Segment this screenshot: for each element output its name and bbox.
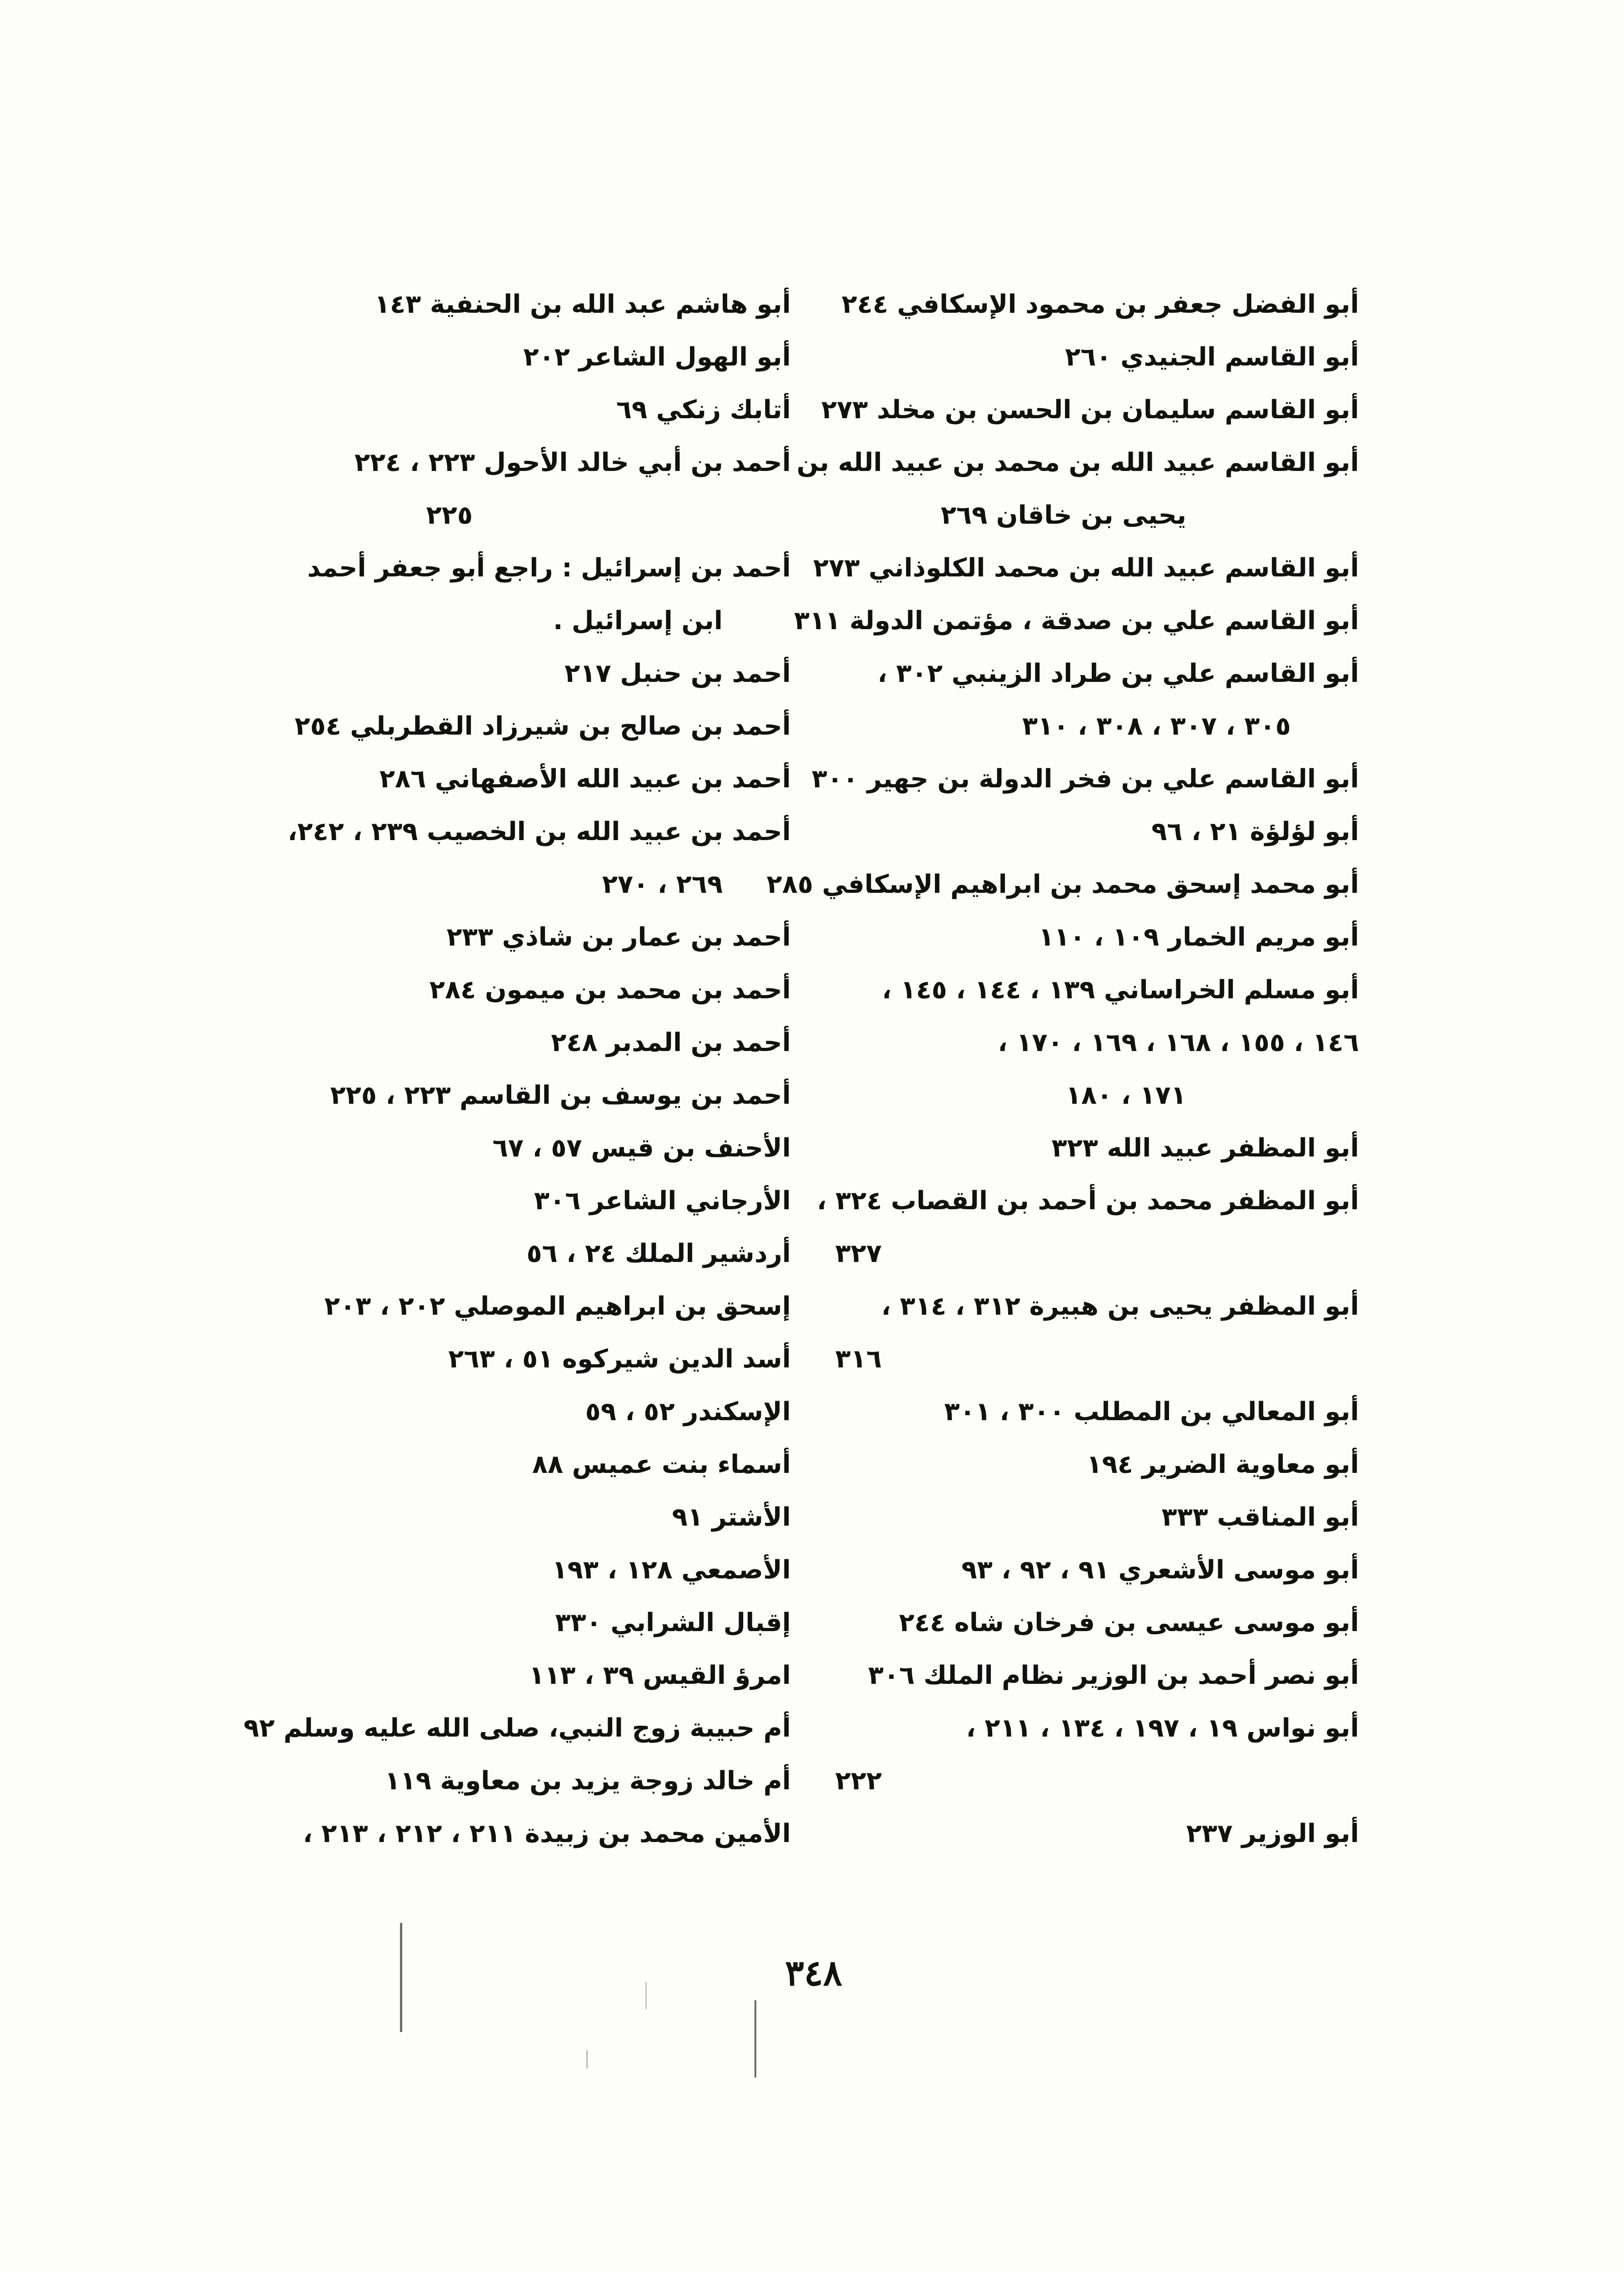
index-entry: أم حبيبة زوج النبي، صلى الله عليه وسلم ٩٢ [244, 1713, 791, 1743]
index-entry: أحمد بن حنبل ٢١٧ [565, 659, 791, 688]
index-entry: أردشير الملك ٢٤ ، ٥٦ [526, 1239, 791, 1268]
index-entry: أبو معاوية الضرير ١٩٤ [1086, 1450, 1359, 1479]
index-entry: أتابك زنكي ٦٩ [616, 395, 791, 425]
index-entry-continuation: ٣٢٧ [835, 1239, 882, 1268]
index-entry: أحمد بن عبيد الله الأصفهاني ٢٨٦ [379, 764, 791, 794]
index-entry-continuation: ٢٦٩ ، ٢٧٠ [602, 870, 723, 899]
index-entry-continuation: ٣١٦ [835, 1344, 882, 1374]
index-entry: الإسكندر ٥٢ ، ٥٩ [585, 1397, 791, 1427]
index-entry: أبو الوزير ٢٣٧ [1186, 1819, 1359, 1848]
scan-artifact-line [400, 1923, 402, 2032]
index-entry: أحمد بن أبي خالد الأحول ٢٢٣ ، ٢٢٤ [354, 448, 791, 477]
index-entry: أحمد بن عبيد الله بن الخصيب ٢٣٩ ، ٢٤٢، [287, 817, 791, 846]
index-entry: أبو القاسم علي بن فخر الدولة بن جهير ٣٠٠ [811, 764, 1359, 794]
index-entry: إسحق بن ابراهيم الموصلي ٢٠٢ ، ٢٠٣ [324, 1292, 791, 1321]
index-entry: أم خالد زوجة يزيد بن معاوية ١١٩ [385, 1766, 791, 1796]
index-entry: أبو الفضل جعفر بن محمود الإسكافي ٢٤٤ [841, 290, 1359, 319]
index-entry: أبو المعالي بن المطلب ٣٠٠ ، ٣٠١ [944, 1397, 1359, 1427]
index-entry-continuation: ١٤٦ ، ١٥٥ ، ١٦٨ ، ١٦٩ ، ١٧٠ ، [998, 1028, 1359, 1057]
index-entry: أحمد بن إسرائيل : راجع أبو جعفر أحمد [307, 553, 791, 583]
index-entry: أبو الهول الشاعر ٢٠٢ [523, 342, 791, 372]
index-entry-continuation: ٢٢٥ [426, 501, 473, 530]
index-column-left [244, 278, 791, 1860]
index-entry: أبو نصر أحمد بن الوزير نظام الملك ٣٠٦ [868, 1661, 1359, 1690]
index-entry: الأشتر ٩١ [672, 1502, 791, 1532]
index-entry: الأمين محمد بن زبيدة ٢١١ ، ٢١٢ ، ٢١٣ ، [303, 1819, 791, 1848]
index-entry: الأصمعي ١٢٨ ، ١٩٣ [552, 1555, 791, 1585]
index-entry-continuation: ٢٢٢ [835, 1766, 882, 1796]
index-entry: أحمد بن صالح بن شيرزاد القطربلي ٢٥٤ [295, 711, 791, 741]
index-entry: أبو القاسم الجنيدي ٢٦٠ [1065, 342, 1359, 372]
index-entry: أبو القاسم عبيد الله بن محمد بن عبيد الله بن [796, 448, 1359, 477]
index-entry-continuation: ابن إسرائيل . [553, 606, 723, 636]
index-column-right [766, 278, 1359, 1860]
index-entry: الأحنف بن قيس ٥٧ ، ٦٧ [492, 1133, 791, 1163]
index-entry: امرؤ القيس ٣٩ ، ١١٣ [529, 1661, 791, 1690]
index-entry: أسماء بنت عميس ٨٨ [532, 1450, 791, 1479]
index-entry: أسد الدين شيركوه ٥١ ، ٢٦٣ [448, 1344, 791, 1374]
index-entry-continuation: ١٧١ ، ١٨٠ [1065, 1081, 1186, 1110]
scan-artifact-line [645, 1982, 647, 2009]
scan-artifact-line [755, 2000, 756, 2078]
index-entry: أحمد بن محمد بن ميمون ٢٨٤ [429, 975, 791, 1005]
index-entry: أبو محمد إسحق محمد بن ابراهيم الإسكافي ٢٨٥ [766, 870, 1359, 899]
index-entry-continuation: ٣٠٥ ، ٣٠٧ ، ٣٠٨ ، ٣١٠ [1022, 711, 1291, 741]
index-entry: أبو هاشم عبد الله بن الحنفية ١٤٣ [374, 290, 791, 319]
index-entry: أبو موسى الأشعري ٩١ ، ٩٢ ، ٩٣ [961, 1555, 1359, 1585]
index-entry: أحمد بن يوسف بن القاسم ٢٢٣ ، ٢٢٥ [330, 1081, 791, 1110]
index-entry-continuation: يحيى بن خاقان ٢٦٩ [940, 501, 1186, 530]
index-entry: أبو مريم الخمار ١٠٩ ، ١١٠ [1038, 922, 1359, 952]
index-entry: أبو مسلم الخراساني ١٣٩ ، ١٤٤ ، ١٤٥ ، [882, 975, 1359, 1005]
page-number: ٣٤٨ [785, 1953, 842, 1994]
index-entry: أحمد بن عمار بن شاذي ٢٣٣ [446, 922, 791, 952]
index-entry: أبو القاسم سليمان بن الحسن بن مخلد ٢٧٣ [821, 395, 1359, 425]
index-entry: أبو المظفر عبيد الله ٣٢٣ [1051, 1133, 1359, 1163]
index-entry: أبو القاسم علي بن طراد الزينبي ٣٠٢ ، [877, 659, 1359, 688]
index-entry: أحمد بن المدبر ٢٤٨ [551, 1028, 791, 1057]
index-entry: أبو المظفر محمد بن أحمد بن القصاب ٣٢٤ ، [817, 1186, 1359, 1216]
index-entry: أبو المظفر يحيى بن هبيرة ٣١٢ ، ٣١٤ ، [881, 1292, 1359, 1321]
index-entry: أبو القاسم علي بن صدقة ، مؤتمن الدولة ٣١١ [794, 606, 1359, 636]
index-entry: أبو القاسم عبيد الله بن محمد الكلوذاني ٢٧٣ [813, 553, 1359, 583]
index-entry: أبو موسى عيسى بن فرخان شاه ٢٤٤ [899, 1608, 1359, 1637]
scan-artifact-line [586, 2050, 588, 2068]
index-entry: أبو لؤلؤة ٢١ ، ٩٦ [1151, 817, 1359, 846]
index-entry: أبو نواس ١٩ ، ١٩٧ ، ١٣٤ ، ٢١١ ، [966, 1713, 1359, 1743]
index-entry: الأرجاني الشاعر ٣٠٦ [534, 1186, 791, 1216]
index-entry: إقبال الشرابي ٣٣٠ [555, 1608, 791, 1637]
index-entry: أبو المناقب ٣٣٣ [1161, 1502, 1359, 1532]
